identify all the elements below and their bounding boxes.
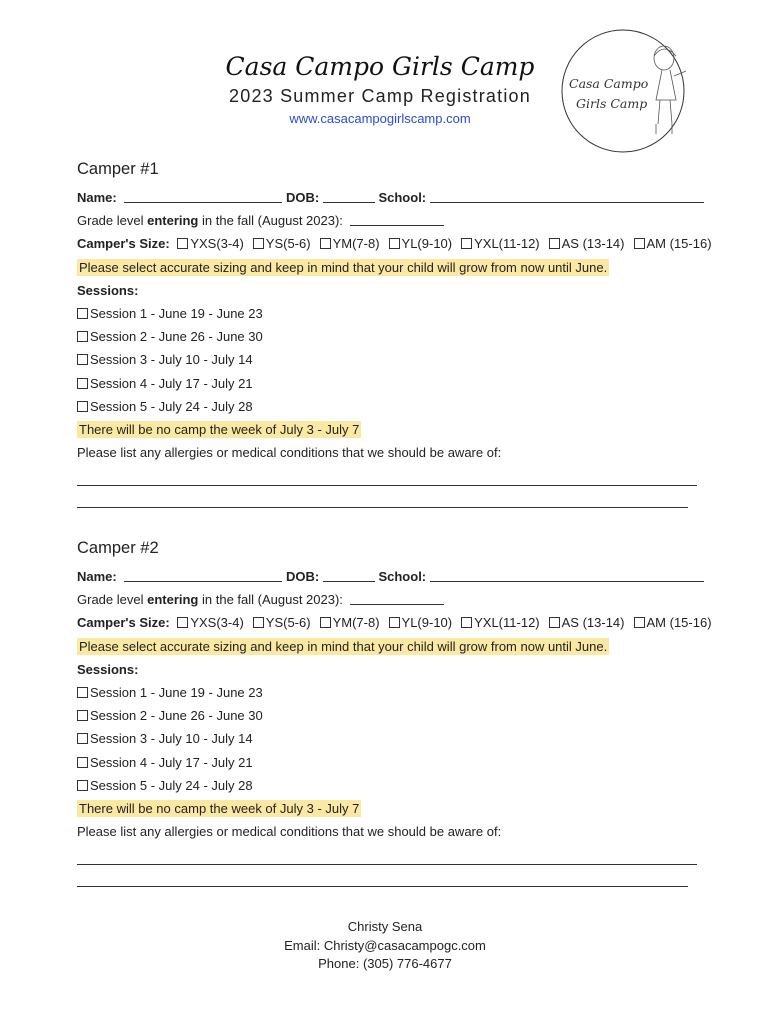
grade-prefix: Grade level — [77, 592, 148, 608]
session-option[interactable] — [77, 302, 702, 325]
camper-title: Camper #1 — [77, 160, 159, 178]
grade-row — [77, 209, 702, 232]
logo-text-line1: Casa Campo — [569, 76, 649, 91]
session-label: Session 3 - July 10 - July 14 — [90, 352, 253, 368]
grade-suffix: in the fall (August 2023): — [198, 213, 343, 229]
name-dob-school-row — [77, 186, 702, 209]
grade-row — [77, 588, 702, 611]
name-field[interactable] — [124, 189, 282, 203]
grade-bold: entering — [147, 592, 199, 608]
session-label: Session 1 - June 19 - June 23 — [90, 305, 263, 321]
allergies-line-2[interactable] — [77, 486, 688, 508]
size-option-label: YXS(3-4) — [190, 615, 244, 631]
session-label: Session 5 - July 24 - July 28 — [90, 777, 253, 793]
allergies-line-1[interactable] — [77, 843, 697, 865]
session-label: Session 2 - June 26 - June 30 — [90, 329, 263, 345]
size-option-label: YS(5-6) — [265, 615, 311, 631]
checkbox-icon[interactable] — [549, 617, 560, 628]
checkbox-icon[interactable] — [77, 710, 88, 721]
grade-suffix: in the fall (August 2023): — [198, 592, 343, 608]
size-option[interactable] — [320, 236, 380, 251]
session-label: Session 3 - July 10 - July 14 — [90, 731, 253, 747]
checkbox-icon[interactable] — [320, 238, 331, 249]
school-field[interactable] — [430, 568, 704, 582]
size-option-label: YM(7-8) — [332, 615, 380, 631]
camp-logo — [560, 28, 686, 154]
checkbox-icon[interactable] — [320, 617, 331, 628]
dob-label: DOB: — [286, 569, 320, 584]
session-option[interactable] — [77, 727, 702, 750]
checkbox-icon[interactable] — [461, 238, 472, 249]
checkbox-icon[interactable] — [549, 238, 560, 249]
size-option-label: AM (15-16) — [646, 615, 712, 631]
size-label: Camper's Size: — [77, 615, 170, 631]
session-option[interactable] — [77, 325, 702, 348]
session-label: Session 5 - July 24 - July 28 — [90, 398, 253, 414]
size-options — [173, 615, 711, 630]
camper-2-section — [77, 539, 712, 887]
sessions-label: Sessions: — [77, 282, 139, 298]
session-option[interactable] — [77, 348, 702, 371]
name-label: Name: — [77, 190, 117, 205]
camp-title: Casa Campo Girls Camp — [225, 52, 535, 81]
size-option-label: YL(9-10) — [401, 236, 453, 252]
session-list — [77, 302, 702, 418]
size-option[interactable] — [177, 236, 243, 251]
size-option[interactable] — [389, 236, 453, 251]
size-option[interactable] — [320, 615, 380, 630]
sizing-note: Please select accurate sizing and keep in mind that your child will grow from now until June. — [79, 638, 608, 654]
checkbox-icon[interactable] — [634, 238, 645, 249]
size-option-label: AS (13-14) — [561, 615, 625, 631]
checkbox-icon[interactable] — [253, 238, 264, 249]
contact-footer — [0, 918, 770, 974]
camper-1-section — [77, 160, 712, 508]
size-option-label: YL(9-10) — [401, 615, 453, 631]
checkbox-icon[interactable] — [77, 378, 88, 389]
checkbox-icon[interactable] — [77, 733, 88, 744]
session-option[interactable] — [77, 395, 702, 418]
session-list — [77, 681, 702, 797]
size-option-label: AS (13-14) — [561, 236, 625, 252]
size-option[interactable] — [389, 615, 453, 630]
size-row — [77, 611, 712, 634]
no-camp-row — [77, 797, 702, 820]
grade-prefix: Grade level — [77, 213, 148, 229]
no-camp-note: There will be no camp the week of July 3 - July 7 — [79, 800, 360, 816]
contact-phone: Phone: (305) 776-4677 — [318, 956, 452, 971]
checkbox-icon[interactable] — [77, 687, 88, 698]
size-option[interactable] — [634, 615, 712, 630]
checkbox-icon[interactable] — [634, 617, 645, 628]
name-dob-school-row — [77, 565, 702, 588]
checkbox-icon[interactable] — [253, 617, 264, 628]
dob-label: DOB: — [286, 190, 320, 205]
dob-field[interactable] — [323, 189, 375, 203]
size-option-label: YXL(11-12) — [474, 236, 540, 252]
contact-name: Christy Sena — [347, 919, 423, 934]
session-label: Session 1 - June 19 - June 23 — [90, 684, 263, 700]
size-option-label: YXS(3-4) — [190, 236, 244, 252]
school-label: School: — [378, 569, 427, 584]
sessions-label: Sessions: — [77, 661, 139, 677]
size-option[interactable] — [461, 615, 540, 630]
logo-text-line2: Girls Camp — [576, 96, 648, 111]
school-label: School: — [378, 190, 427, 205]
size-option[interactable] — [177, 615, 243, 630]
grade-field[interactable] — [350, 591, 444, 605]
grade-field[interactable] — [350, 212, 444, 226]
checkbox-icon[interactable] — [77, 401, 88, 412]
size-options — [173, 236, 711, 251]
checkbox-icon[interactable] — [77, 354, 88, 365]
checkbox-icon[interactable] — [389, 617, 400, 628]
size-row — [77, 232, 712, 255]
checkbox-icon[interactable] — [77, 780, 88, 791]
size-option[interactable] — [549, 615, 625, 630]
website-link[interactable]: www.casacampogirlscamp.com — [289, 111, 471, 126]
grade-bold: entering — [147, 213, 199, 229]
size-option-label: YXL(11-12) — [474, 615, 540, 631]
checkbox-icon[interactable] — [77, 308, 88, 319]
session-label: Session 4 - July 17 - July 21 — [90, 754, 253, 770]
checkbox-icon[interactable] — [177, 617, 188, 628]
name-field[interactable] — [124, 568, 282, 582]
no-camp-row — [77, 418, 702, 441]
checkbox-icon[interactable] — [177, 238, 188, 249]
size-option-label: AM (15-16) — [646, 236, 712, 252]
checkbox-icon[interactable] — [389, 238, 400, 249]
contact-email: Email: Christy@casacampogc.com — [284, 937, 486, 953]
sizing-note: Please select accurate sizing and keep in mind that your child will grow from now until June. — [79, 259, 608, 275]
session-option[interactable] — [77, 681, 702, 704]
size-option[interactable] — [461, 236, 540, 251]
sizing-note-row — [77, 635, 702, 658]
no-camp-note: There will be no camp the week of July 3 - July 7 — [79, 421, 360, 437]
size-option[interactable] — [634, 236, 712, 251]
allergies-line-1[interactable] — [77, 464, 697, 486]
allergies-prompt: Please list any allergies or medical conditions that we should be aware of: — [77, 824, 502, 840]
allergies-prompt: Please list any allergies or medical conditions that we should be aware of: — [77, 445, 502, 461]
checkbox-icon[interactable] — [77, 331, 88, 342]
camper-title: Camper #2 — [77, 539, 159, 557]
session-label: Session 2 - June 26 - June 30 — [90, 708, 263, 724]
registration-subtitle: 2023 Summer Camp Registration — [229, 86, 531, 106]
size-option-label: YM(7-8) — [332, 236, 380, 252]
school-field[interactable] — [430, 189, 704, 203]
name-label: Name: — [77, 569, 117, 584]
size-option[interactable] — [253, 615, 311, 630]
sizing-note-row — [77, 256, 702, 279]
checkbox-icon[interactable] — [77, 757, 88, 768]
girl-drawing-icon — [654, 46, 686, 134]
size-option[interactable] — [253, 236, 311, 251]
size-option[interactable] — [549, 236, 625, 251]
session-option[interactable] — [77, 774, 702, 797]
checkbox-icon[interactable] — [461, 617, 472, 628]
session-option[interactable] — [77, 372, 702, 395]
session-option[interactable] — [77, 751, 702, 774]
session-option[interactable] — [77, 704, 702, 727]
dob-field[interactable] — [323, 568, 375, 582]
size-option-label: YS(5-6) — [265, 236, 311, 252]
size-label: Camper's Size: — [77, 236, 170, 252]
allergies-line-2[interactable] — [77, 865, 688, 887]
session-label: Session 4 - July 17 - July 21 — [90, 375, 253, 391]
